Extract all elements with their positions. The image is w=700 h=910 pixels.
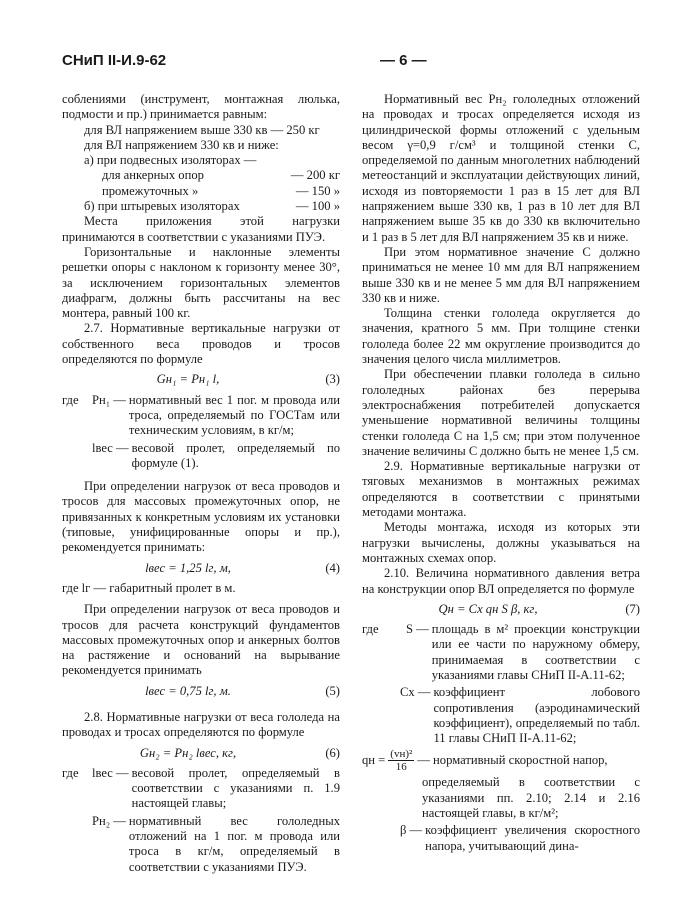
load-row-value: — 100 » (295, 199, 340, 214)
definition (362, 685, 640, 746)
formula-3 (62, 372, 340, 387)
load-line: для ВЛ напряжением 330 кв и ниже: (84, 137, 279, 152)
load-row (62, 184, 340, 199)
symbol: lвес — (92, 440, 129, 455)
definition-text: нормативный вес 1 пог. м провода или троса, определяемый по ГОСТам или техническим условиям, в кг/м; (128, 392, 340, 438)
definition-text: весовой пролет, определяемый по формуле (1). (131, 440, 340, 470)
definition-text: нормативный вес гололедных отложений на 1 пог. м провода или троса в кг/м, определяемый в соответствии с указаниями ПУЭ. (128, 813, 340, 874)
page-number: — 6 — (380, 52, 427, 69)
definition (62, 441, 340, 472)
formula-7 (362, 602, 640, 617)
definition-text: определяемый в соответствии с указаниями пп. 2.10; 2.14 и 2.16 настоящей главы, в кг/м²; (422, 775, 640, 821)
load-line: для ВЛ напряжением выше 330 кв — 250 кг (84, 122, 320, 137)
formula: Qн = Cx qн S β, кг, (438, 601, 538, 616)
paragraph: При определении нагрузок от веса проводов и тросов для массовых промежуточных опор, не привязанных к конкретным условиям их установки (типовые, унифицированные опоры и пр.), рекомендуется принимать: (62, 479, 340, 555)
where-keyword: где (62, 392, 79, 407)
paragraph: При этом нормативное значение C должно приниматься не менее 10 мм для ВЛ напряжением выше 330 кв и не менее 5 мм для ВЛ напряжением 330 кв и ниже. (362, 244, 640, 305)
where-keyword: где (362, 622, 379, 637)
definition (62, 814, 340, 875)
left-column (62, 92, 340, 877)
paragraph: При обеспечении плавки гололеда в сильно гололедных районах без перерыва электроснабжения потребителей допускается уменьшение нормативной величины толщины стенки гололеда C на 1,5 см; при этом полученное значение величины C должно быть не менее 1,5 см. (362, 367, 640, 458)
paragraph: Горизонтальные и наклонные элементы решетки опоры с наклоном к горизонту менее 30°, за исключением горизонтальных элементов диафрагм, должны быть рассчитаны на вес монтера, равный 100 кг. (62, 244, 340, 321)
formula-4 (62, 561, 340, 576)
formula: lвес = 0,75 lг, м. (145, 683, 231, 698)
load-row (62, 168, 340, 183)
page-header (62, 52, 642, 74)
definition (362, 622, 640, 683)
where-keyword: где (62, 765, 79, 780)
symbol: S — (406, 622, 429, 637)
formula-number: (4) (325, 560, 340, 575)
load-line: а) при подвесных изоляторах — (84, 153, 257, 168)
section-2-8: 2.8. Нормативные нагрузки от веса гололеда на проводах и тросах определяются по формуле (62, 709, 340, 740)
symbol: lвес — (92, 765, 129, 780)
formula-number: (3) (325, 372, 340, 387)
formula-5 (62, 684, 340, 699)
load-row-label: промежуточных » (102, 183, 199, 198)
section-2-7: 2.7. Нормативные вертикальные нагрузки от собственного веса проводов и тросов определяются по формуле (62, 321, 340, 367)
paragraph: соблениями (инструмент, монтажная люлька, подмости и пр.) принимается равным: (62, 92, 340, 122)
paragraph: Методы монтажа, исходя из которых эти нагрузки вычислены, должны указываться на монтажных схемах опор. (362, 520, 640, 565)
symbol: β — (400, 823, 423, 838)
definition-text: коэффициент лобового сопротивления (аэродинамический коэффициент), определяемый по табл. 11 главы СНиП II-А.11-62; (433, 685, 640, 746)
load-row-label: для анкерных опор (102, 168, 204, 183)
formula-number: (6) (325, 745, 340, 760)
symbol: Pн₂ — (92, 813, 126, 828)
load-row-value: — 200 кг (290, 168, 340, 183)
formula-number: (7) (625, 601, 640, 616)
section-2-9: 2.9. Нормативные вертикальные нагрузки от тяговых механизмов в монтажных режимах определяются в соответствии с принятыми методами монтажа. (362, 459, 640, 520)
paragraph: При определении нагрузок от веса проводов и тросов для расчета конструкций фундаментов массовых промежуточных опор и анкерных болтов на растяжение и оснований на вырывание рекомендуется принимать (62, 602, 340, 678)
definition-text: коэффициент увеличения скоростного напора, учитывающий дина- (425, 823, 640, 853)
definition-text: весовой пролет, определяемый в соответствии с указаниями п. 1.9 настоящей главы; (131, 765, 340, 811)
paragraph: Места приложения этой нагрузки принимаются в соответствии с указаниями ПУЭ. (62, 214, 340, 244)
fraction-denominator: 16 (395, 761, 407, 774)
symbol: qн = (362, 753, 386, 768)
definition-text: площадь в м² проекции конструкции или ее части по наружному обмеру, принимаемая в соответствии с указаниями главы СНиП II-А.11-62; (431, 622, 640, 682)
definition (362, 823, 640, 854)
section-2-10: 2.10. Величина нормативного давления ветра на конструкции опор ВЛ определяется по формуле (362, 566, 640, 596)
paragraph: Нормативный вес Pн₂ гололедных отложений на проводах и тросах определяется исходя из цилиндрической формы отложений с удельным весом γ=0,9 г/см³ и толщиной стенки C, определяемой по данным многолетних наблюдений метеостанций и эксплуатации действующих линий, исходя из повторяемости 1 раз в 15 лет для ВЛ напряжением выше 330 кв, 1 раз в 10 лет для ВЛ напряжением выше 35 кв до 330 кв включительно и 1 раз в 5 лет для ВЛ напряжением 35 кв и ниже. (362, 92, 640, 244)
formula: lвес = 1,25 lг, м, (145, 560, 231, 575)
load-row-value: — 150 » (295, 183, 340, 198)
definition-text: где lг — габаритный пролет в м. (62, 580, 236, 595)
definition (362, 748, 640, 773)
load-row (62, 199, 340, 214)
definition-text: — нормативный скоростной напор, (417, 753, 608, 768)
formula: Gн₁ = Pн₁ l, (156, 372, 220, 387)
formula-6 (62, 746, 340, 761)
right-column (362, 92, 640, 856)
definition (62, 393, 340, 439)
fraction-numerator: (vн)² (390, 748, 413, 761)
formula-number: (5) (325, 683, 340, 698)
symbol: Cx — (400, 685, 431, 700)
load-row-label: б) при штыревых изоляторах (84, 199, 240, 214)
paragraph: Толщина стенки гололеда округляется до значения, кратного 5 мм. При толщине стенки гололеда более 22 мм округление производится до значения целого числа миллиметров. (362, 306, 640, 367)
fraction (388, 748, 414, 773)
formula: Gн₂ = Pн₂ lвес, кг, (139, 745, 237, 760)
definition (62, 766, 340, 812)
symbol: Pн₁ — (92, 392, 126, 407)
document-code: СНиП II-И.9-62 (62, 52, 167, 69)
